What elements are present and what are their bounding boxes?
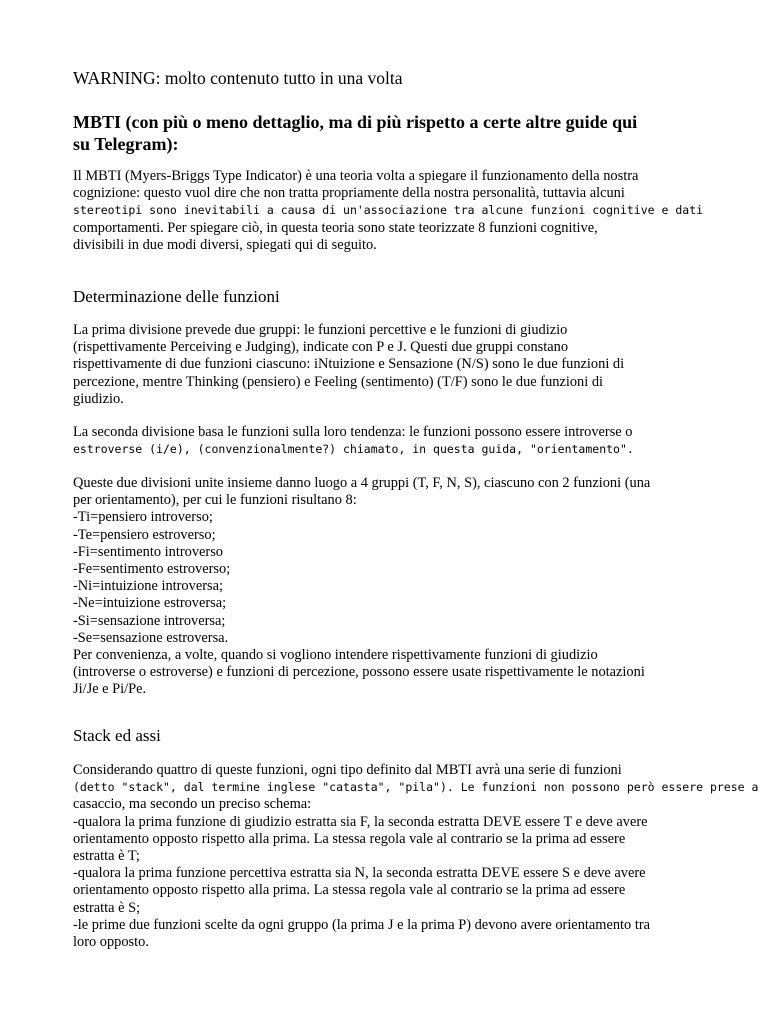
paragraph-line: orientamento opposto rispetto alla prima. La stessa regola vale al contrario se la prima ad essere (73, 830, 626, 847)
paragraph-line: loro opposto. (73, 934, 149, 951)
section-heading-stack: Stack ed assi (73, 726, 161, 745)
paragraph-line: cognizione: questo vuol dire che non tratta propriamente della nostra personalità, tuttavia alcuni (73, 185, 625, 202)
paragraph-line: estratta è T; (73, 848, 140, 865)
paragraph-line: -qualora la prima funzione percettiva estratta sia N, la seconda estratta DEVE essere S e deve avere (73, 865, 646, 882)
list-item: -Te=pensiero estroverso; (73, 526, 216, 543)
title-line: MBTI (con più o meno dettaglio, ma di più rispetto a certe altre guide qui (73, 112, 638, 132)
paragraph-line: comportamenti. Per spiegare ciò, in questa teoria sono state teorizzate 8 funzioni cognitive, (73, 219, 598, 236)
paragraph-line: casaccio, ma secondo un preciso schema: (73, 796, 312, 813)
paragraph-line: -qualora la prima funzione di giudizio estratta sia F, la seconda estratta DEVE essere T e deve avere (73, 813, 648, 830)
paragraph-line: (introverse o estroverse) e funzioni di percezione, possono essere usate rispettivamente le notazioni (73, 664, 645, 681)
paragraph-line: Per convenienza, a volte, quando si vogliono intendere rispettivamente funzioni di giudizio (73, 647, 598, 664)
paragraph-line: estratta è S; (73, 899, 141, 916)
intro-paragraph (73, 168, 713, 254)
list-item: -Ne=intuizione estroversa; (73, 595, 227, 612)
list-item: -Ti=pensiero introverso; (73, 509, 213, 526)
paragraph-line: rispettivamente di due funzioni ciascuno: iNtuizione e Sensazione (N/S) sono le due funzioni di (73, 356, 625, 373)
paragraph-line: (rispettivamente Perceiving e Judging), indicate con P e J. Questi due gruppi constano (73, 339, 569, 356)
list-item: -Si=sensazione introversa; (73, 612, 226, 629)
section-heading-functions: Determinazione delle funzioni (73, 287, 280, 306)
paragraph-line: percezione, mentre Thinking (pensiero) e Feeling (sentimento) (T/F) sono le due funzioni di (73, 373, 604, 390)
stack-paragraph (73, 762, 759, 951)
paragraph-line: Il MBTI (Myers-Briggs Type Indicator) è una teoria volta a spiegare il funzionamento della nostra (73, 168, 639, 184)
warning-line: WARNING: molto contenuto tutto in una volta (73, 68, 403, 88)
paragraph-line: estroverse (i/e), (convenzionalmente?) chiamato, in questa guida, "orientamento". (73, 442, 634, 457)
paragraph-line: Ji/Je e Pi/Pe. (73, 681, 147, 698)
page-title (73, 111, 713, 155)
paragraph-line: La seconda divisione basa le funzioni sulla loro tendenza: le funzioni possono essere introverse o (73, 424, 633, 440)
list-item: -Se=sensazione estroversa. (73, 629, 229, 646)
paragraph-line: per orientamento), per cui le funzioni risultano 8: (73, 492, 357, 509)
list-item: -Fi=sentimento introverso (73, 543, 224, 560)
functions-paragraph-2 (73, 424, 713, 458)
list-item: -Fe=sentimento estroverso; (73, 561, 231, 578)
paragraph-line: (detto "stack", dal termine inglese "catasta", "pila"). Le funzioni non possono però essere prese a (73, 780, 759, 795)
paragraph-line: divisibili in due modi diversi, spiegati qui di seguito. (73, 236, 377, 253)
paragraph-line: orientamento opposto rispetto alla prima. La stessa regola vale al contrario se la prima ad essere (73, 882, 626, 899)
functions-paragraph-1 (73, 322, 713, 408)
paragraph-line: La prima divisione prevede due gruppi: le funzioni percettive e le funzioni di giudizio (73, 322, 568, 338)
paragraph-line: giudizio. (73, 390, 124, 407)
paragraph-line: stereotipi sono inevitabili a causa di un'associazione tra alcune funzioni cognitive e dati (73, 203, 704, 218)
functions-paragraph-3 (73, 475, 713, 699)
list-item: -Ni=intuizione introversa; (73, 578, 223, 595)
paragraph-line: -le prime due funzioni scelte da ogni gruppo (la prima J e la prima P) devono avere orientamento tra (73, 916, 651, 933)
title-line: su Telegram): (73, 134, 179, 154)
paragraph-line: Queste due divisioni unite insieme danno luogo a 4 gruppi (T, F, N, S), ciascuno con 2 funzioni (una (73, 475, 651, 491)
paragraph-line: Considerando quattro di queste funzioni, ogni tipo definito dal MBTI avrà una serie di funzioni (73, 762, 622, 778)
